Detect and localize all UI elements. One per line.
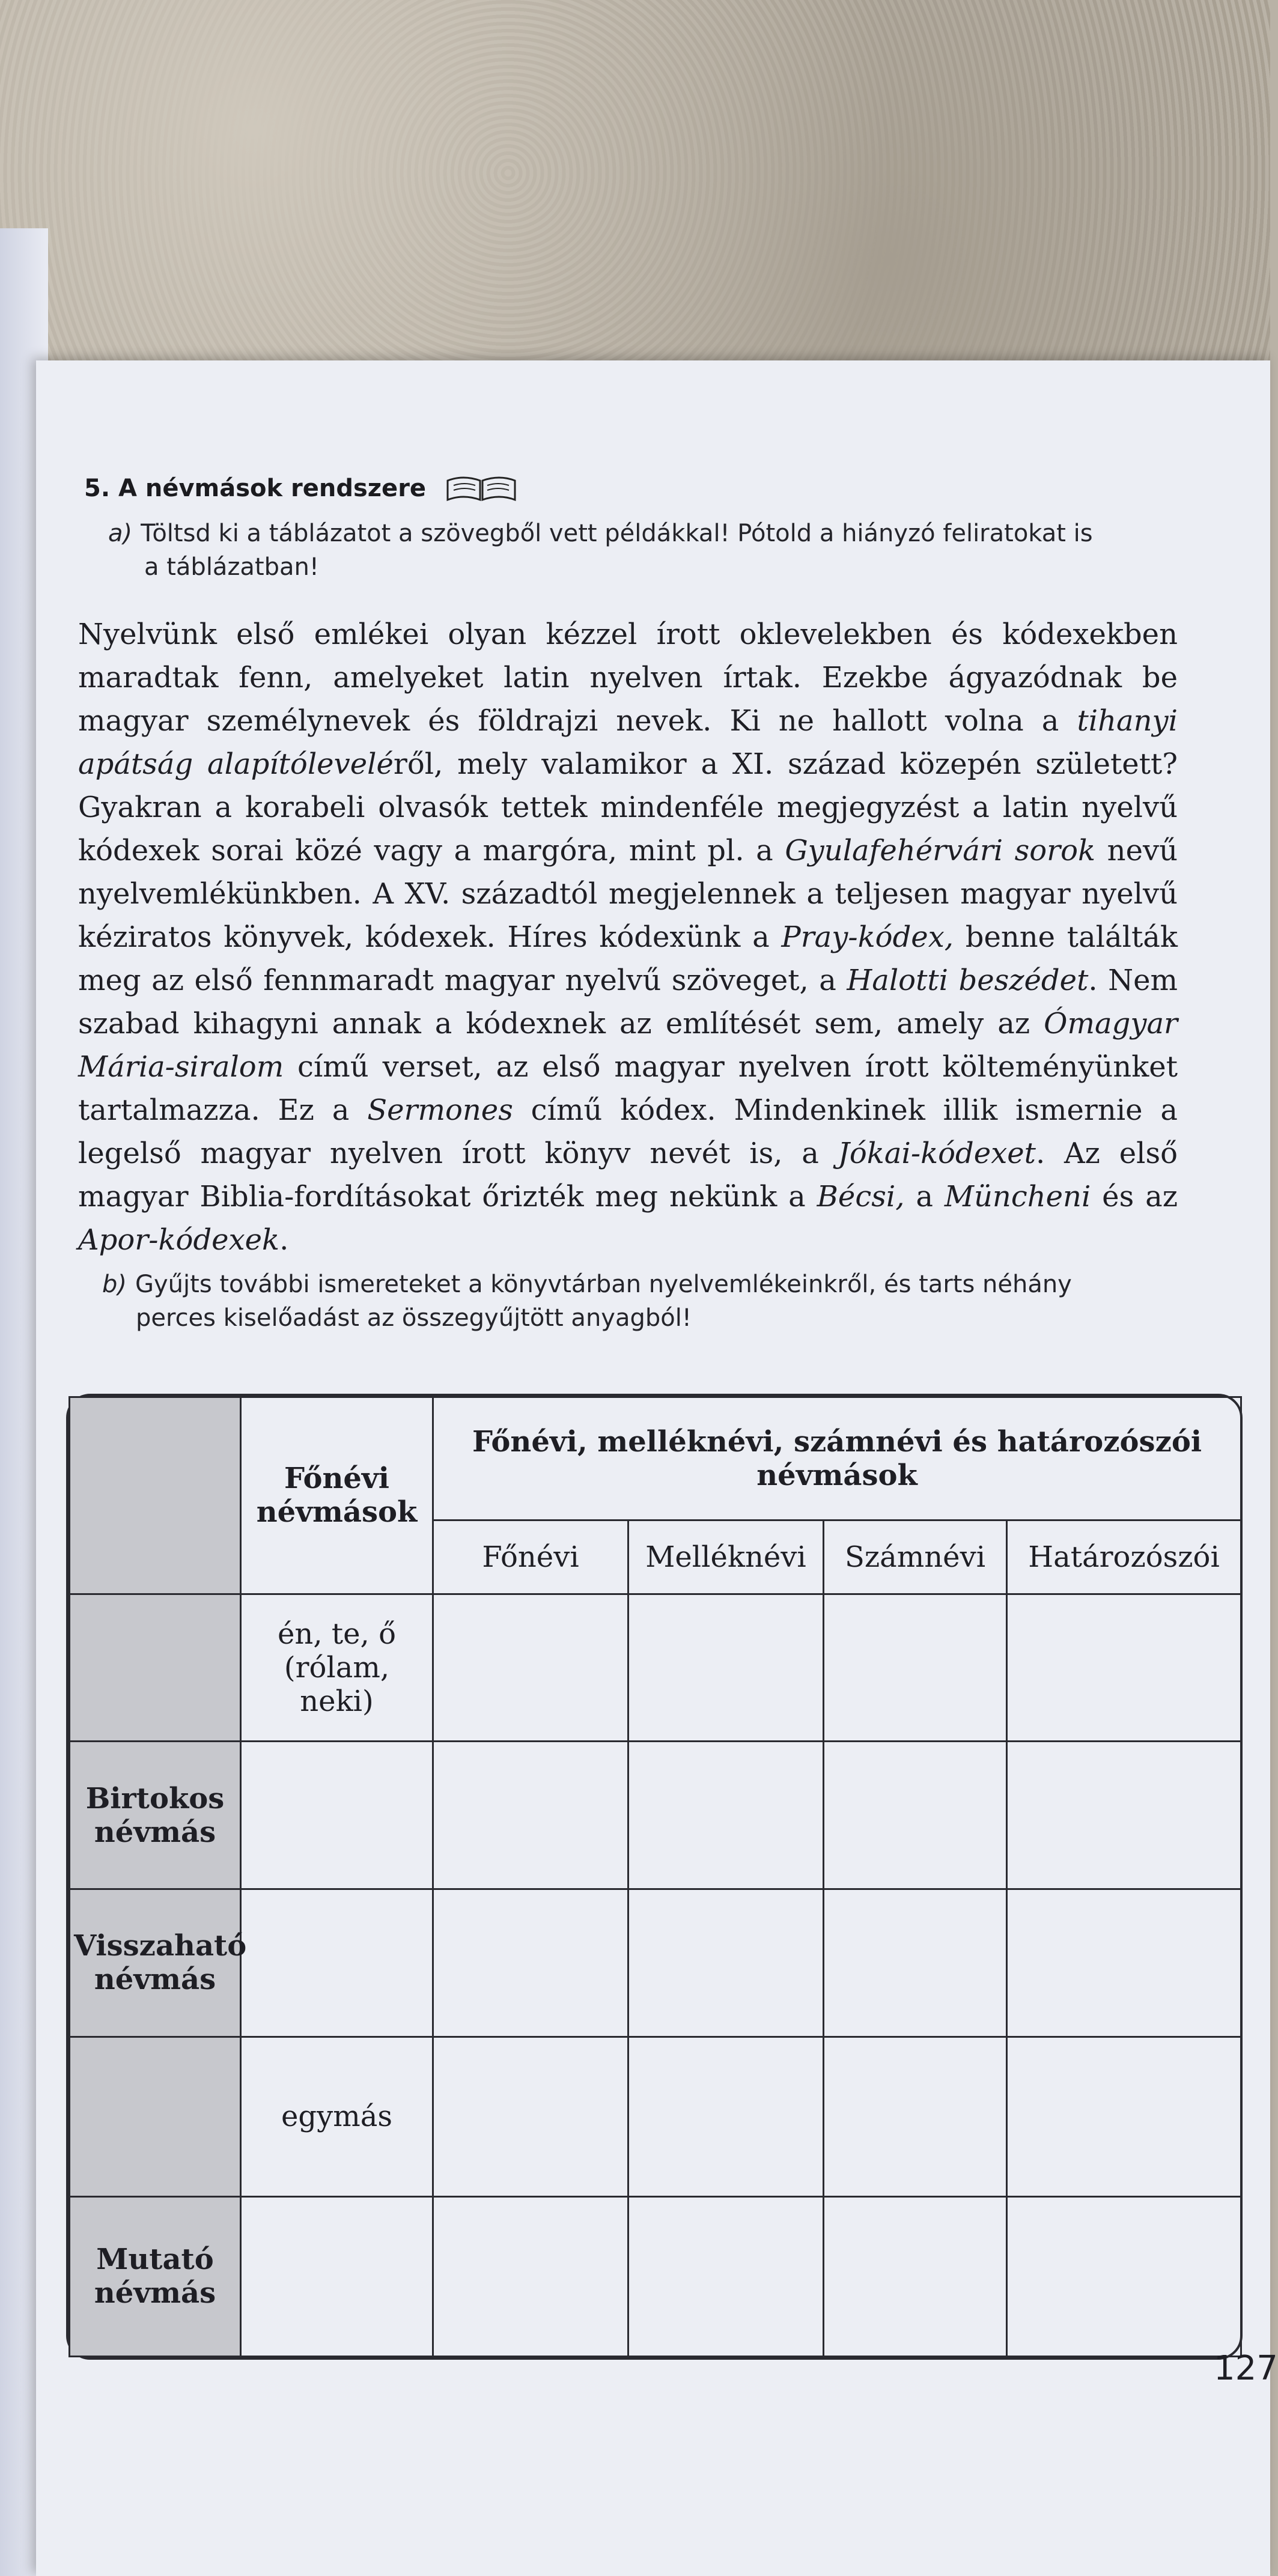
paragraph-text: nevű nyelvemlékünkben. A XV. századtól megjelennek a teljesen magyar nyelvű kéziratos könyvek, kódexek. Híres kódexünk a xyxy=(78,834,1178,954)
table-cell[interactable] xyxy=(824,1889,1007,2037)
row-label-visszahato: Visszaható névmás xyxy=(70,1889,241,2037)
row-label-mutato: Mutató névmás xyxy=(70,2196,241,2356)
subheader-fonevi: Főnévi xyxy=(433,1520,628,1594)
paragraph-text: Nyelvünk első emlékei olyan kézzel írott oklevelekben és kódexekben maradtak fenn, amelyeket latin nyelven írtak. Ezekbe ágyazódnak be magyar személynevek és földrajzi nevek. Ki ne hallott volna a xyxy=(78,618,1178,738)
table-cell[interactable] xyxy=(1007,1742,1241,1889)
paragraph-italic: Jókai-kódexet xyxy=(838,1137,1036,1170)
main-paragraph xyxy=(78,613,1178,1262)
exercise-title xyxy=(84,475,517,503)
paragraph-italic: Müncheni xyxy=(944,1180,1091,1214)
paragraph-text: . Az első magyar Biblia-fordításokat őrizték meg nekünk a xyxy=(78,1137,1178,1214)
table-cell[interactable] xyxy=(433,1742,628,1889)
paragraph-italic: Apor-kódexek xyxy=(78,1223,280,1257)
header-fonevi-nevmasok: Főnévi névmások xyxy=(241,1397,433,1594)
table-cell[interactable] xyxy=(433,2196,628,2356)
paragraph-text: . Nem szabad kihagyni annak a kódexnek az említését sem, amely az xyxy=(78,964,1178,1040)
table-cell[interactable] xyxy=(433,2037,628,2196)
table-cell[interactable] xyxy=(433,1594,628,1742)
header-group: Főnévi, melléknévi, számnévi és határozószói névmások xyxy=(433,1397,1241,1520)
paragraph-italic: Bécsi, xyxy=(817,1180,905,1214)
table-cell[interactable] xyxy=(824,2037,1007,2196)
exercise-title-text: 5. A névmások rendszere xyxy=(84,475,427,502)
row-label-blank[interactable] xyxy=(70,2037,241,2196)
instruction-a-line1: Töltsd ki a táblázatot a szövegből vett példákkal! Pótold a hiányzó feliratokat is xyxy=(141,520,1093,547)
paragraph-text: . xyxy=(279,1223,289,1257)
paragraph-italic: Ómagyar Mária-siralom xyxy=(78,1007,1178,1084)
table-corner-cell[interactable] xyxy=(70,1397,241,1594)
table-cell[interactable] xyxy=(433,1889,628,2037)
page-number: 127 xyxy=(1214,2349,1278,2388)
paragraph-italic: Sermones xyxy=(367,1093,513,1127)
paragraph-text: című kódex. Mindenkinek illik ismernie a legelső magyar nyelven írott könyv nevét is, a xyxy=(78,1093,1178,1170)
table-cell[interactable] xyxy=(1007,1594,1241,1742)
table-cell[interactable] xyxy=(628,2196,824,2356)
paragraph-text: és az xyxy=(1091,1180,1178,1214)
subheader-hatarozoszoi: Határozószói xyxy=(1007,1520,1241,1594)
instruction-a-line2: a táblázatban! xyxy=(144,553,319,581)
instruction-b xyxy=(102,1268,1072,1335)
paragraph-text: a xyxy=(904,1180,945,1214)
pronoun-table xyxy=(66,1394,1243,2360)
subheader-melleknevi: Melléknévi xyxy=(628,1520,824,1594)
row4-example: egymás xyxy=(241,2037,433,2196)
table-cell[interactable] xyxy=(628,2037,824,2196)
subheader-szamnevi: Számnévi xyxy=(824,1520,1007,1594)
open-book-icon xyxy=(445,476,517,503)
instruction-b-line2: perces kiselőadást az összegyűjtött anyagból! xyxy=(136,1304,692,1332)
paragraph-italic: tihanyi apátság alapítólevelé xyxy=(78,704,1178,781)
instruction-a-label: a) xyxy=(108,520,133,547)
table-cell[interactable] xyxy=(824,2196,1007,2356)
table-cell[interactable] xyxy=(628,1594,824,1742)
table-cell[interactable] xyxy=(1007,1889,1241,2037)
instruction-a xyxy=(108,517,1093,584)
table-cell[interactable] xyxy=(1007,2037,1241,2196)
table-cell[interactable] xyxy=(628,1889,824,2037)
paragraph-italic: Halotti beszédet xyxy=(847,964,1089,997)
row1-example: én, te, ő (rólam, neki) xyxy=(241,1594,433,1742)
paragraph-text: benne találták meg az első fennmaradt magyar nyelvű szöveget, a xyxy=(78,920,1178,997)
row-label-birtokos: Birtokos névmás xyxy=(70,1742,241,1889)
table-cell[interactable] xyxy=(241,2196,433,2356)
table-cell[interactable] xyxy=(824,1742,1007,1889)
table-cell[interactable] xyxy=(241,1889,433,2037)
table-cell[interactable] xyxy=(628,1742,824,1889)
instruction-b-line1: Gyűjts további ismereteket a könyvtárban nyelvemlékeinkről, és tarts néhány xyxy=(135,1271,1072,1298)
table-cell[interactable] xyxy=(1007,2196,1241,2356)
table-cell[interactable] xyxy=(241,1742,433,1889)
row-label-blank[interactable] xyxy=(70,1594,241,1742)
pronoun-table-grid xyxy=(68,1396,1242,2357)
paragraph-text: ről, mely valamikor a XI. század közepén született? Gyakran a korabeli olvasók tettek mindenféle megjegyzést a latin nyelvű kódexek sorai közé vagy a margóra, mint pl. a xyxy=(78,747,1178,867)
paragraph-italic: Pray-kódex, xyxy=(781,920,954,954)
instruction-b-label: b) xyxy=(102,1271,127,1298)
table-cell[interactable] xyxy=(824,1594,1007,1742)
paragraph-italic: Gyulafehérvári sorok xyxy=(785,834,1096,867)
paragraph-text: című verset, az első magyar nyelven írott költeményünket tartalmazza. Ez a xyxy=(78,1050,1178,1127)
